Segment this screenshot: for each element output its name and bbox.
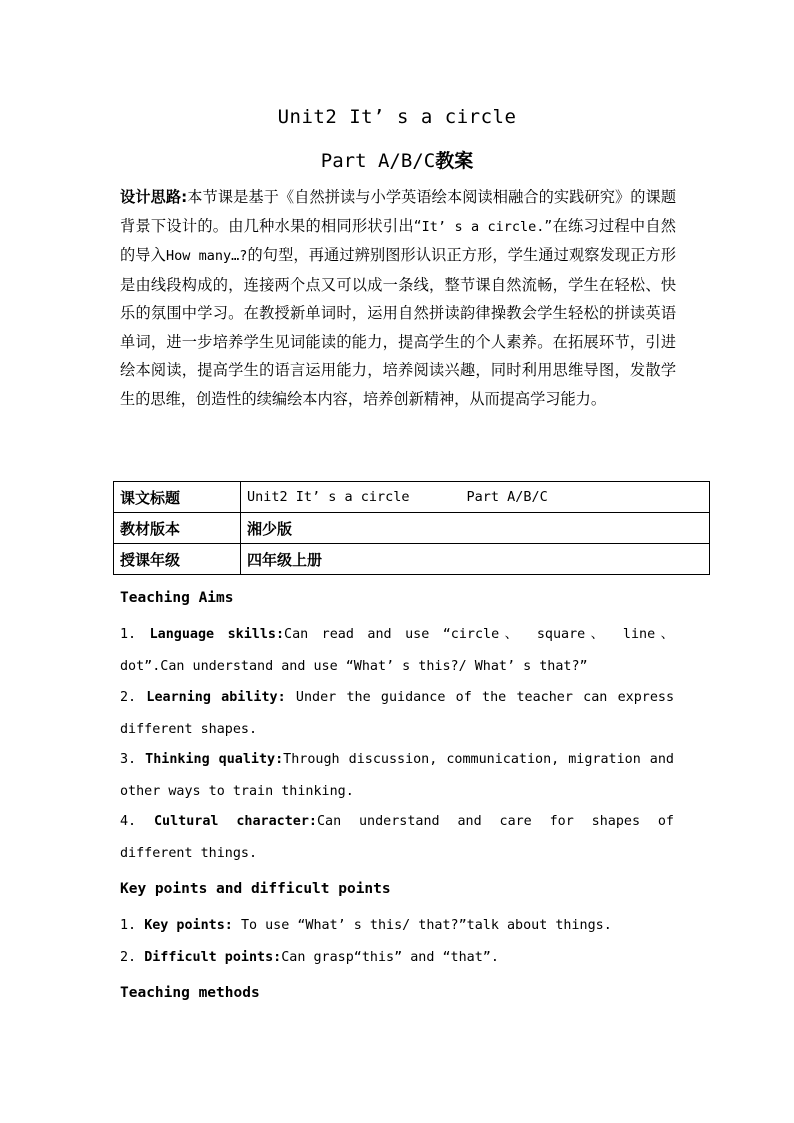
subtitle-english: Part A/B/C xyxy=(320,150,436,172)
table-key-cell: 课文标题 xyxy=(114,482,241,513)
table-key-cell: 教材版本 xyxy=(114,513,241,544)
document-subtitle xyxy=(0,146,794,173)
table-row xyxy=(114,513,710,544)
key-point-text: To use “What’ s this/ that?”talk about things. xyxy=(240,918,612,933)
aim-number: 2. xyxy=(120,690,137,705)
key-point-number: 1. xyxy=(120,918,137,933)
key-point-text: Can grasp“this” and “that”. xyxy=(281,950,499,965)
table-value-cell: 四年级上册 xyxy=(241,544,710,575)
design-idea-text-2: ”在练习过程中自然的导入 xyxy=(120,216,676,264)
key-point-item-1 xyxy=(120,910,674,942)
teaching-methods-heading: Teaching methods xyxy=(120,985,260,1001)
aim-label: Cultural character: xyxy=(153,814,317,829)
design-idea-label: 设计思路: xyxy=(120,188,188,206)
table-value-cell: Unit2 It’ s a circle Part A/B/C xyxy=(241,482,710,513)
lesson-info-table xyxy=(113,481,710,575)
key-point-label: Key points: xyxy=(144,918,233,933)
aim-number: 3. xyxy=(120,752,137,767)
design-idea-quote-2: How many…? xyxy=(165,248,248,264)
aim-item-1 xyxy=(120,619,674,682)
design-idea-paragraph xyxy=(120,183,676,413)
aim-label: Language skills: xyxy=(149,627,285,642)
key-points-heading: Key points and difficult points xyxy=(120,881,391,897)
key-point-number: 2. xyxy=(120,950,137,965)
teaching-aims-heading: Teaching Aims xyxy=(120,590,234,606)
aim-item-2 xyxy=(120,682,674,745)
document-title: Unit2 It’ s a circle xyxy=(277,106,517,128)
design-idea-quote-1: It’ s a circle. xyxy=(421,218,545,235)
design-idea-text-3: 的句型，再通过辨别图形认识正方形，学生通过观察发现正方形是由线段构成的，连接两个点又可以成一条线，整节课自然流畅，学生在轻松、快乐的氛围中学习。在教授新单词时，运用自然拼读韵律操教会学生轻松的拼读英语单词，进一步培养学生见词能读的能力，提高学生的个人素养。在拓展环节，引进绘本阅读，提高学生的语言运用能力，培养阅读兴趣，同时利用思维导图，发散学生的思维，创造性的续编绘本内容，培养创新精神，从而提高学习能力。 xyxy=(120,246,677,408)
aim-number: 1. xyxy=(120,627,137,642)
aim-text: Through discussion, communication, migration and other ways to train thinking. xyxy=(120,752,674,799)
key-point-item-2 xyxy=(120,942,674,974)
table-key-cell: 授课年级 xyxy=(114,544,241,575)
aim-number: 4. xyxy=(120,814,137,829)
aim-item-4 xyxy=(120,806,674,869)
aim-text: Can read and use “circle、 square、 line、 dot”.Can understand and use “What’ s this?/ What’ s that?” xyxy=(120,627,674,674)
aim-label: Learning ability: xyxy=(146,690,286,705)
key-point-label: Difficult points: xyxy=(144,950,282,965)
aim-label: Thinking quality: xyxy=(145,752,284,767)
aim-item-3 xyxy=(120,744,674,807)
design-idea-text-1: 本节课是基于《自然拼读与小学英语绘本阅读相融合的实践研究》的课题背景下设计的。由几种水果的相同形状引出“ xyxy=(120,188,677,235)
table-value-cell: 湘少版 xyxy=(241,513,710,544)
aim-text: Can understand and care for shapes of different things. xyxy=(120,814,674,861)
table-row xyxy=(114,544,710,575)
table-row xyxy=(114,482,710,513)
subtitle-chinese: 教案 xyxy=(435,150,474,172)
aim-text: Under the guidance of the teacher can express different shapes. xyxy=(120,690,675,737)
